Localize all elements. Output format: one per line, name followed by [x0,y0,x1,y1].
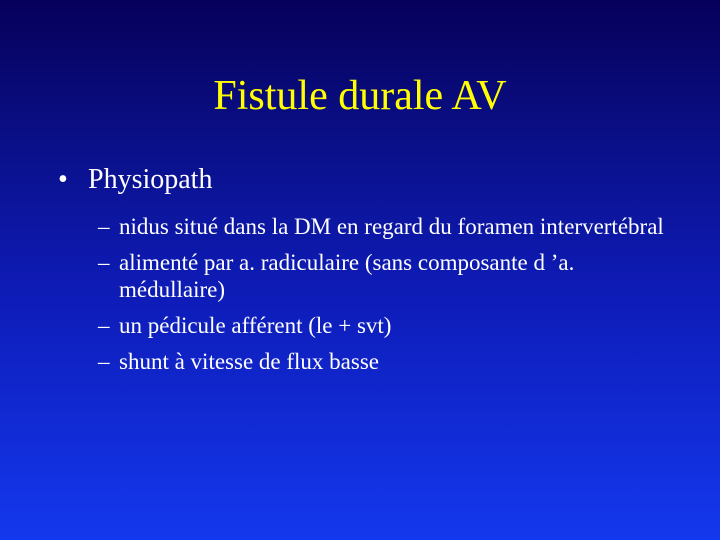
dash-marker: – [98,349,110,374]
sub-item [98,312,678,339]
dash-marker: – [98,214,110,239]
sub-item [98,348,678,375]
sub-item-text: alimenté par a. radiculaire (sans composante d ’a. médullaire) [119,250,575,302]
sub-list [98,213,678,375]
sub-item [98,249,678,303]
sub-item-text: shunt à vitesse de flux basse [119,349,379,374]
sub-item-text: un pédicule afférent (le + svt) [119,313,392,338]
bullet-marker: • [58,164,68,195]
slide-content [58,163,678,391]
bullet-item [58,163,678,197]
slide-title: Fistule durale AV [213,73,507,119]
sub-item-text: nidus situé dans la DM en regard du foramen intervertébral [119,214,664,239]
dash-marker: – [98,313,110,338]
dash-marker: – [98,250,110,275]
sub-item [98,213,678,240]
bullet-text: Physiopath [88,164,213,195]
